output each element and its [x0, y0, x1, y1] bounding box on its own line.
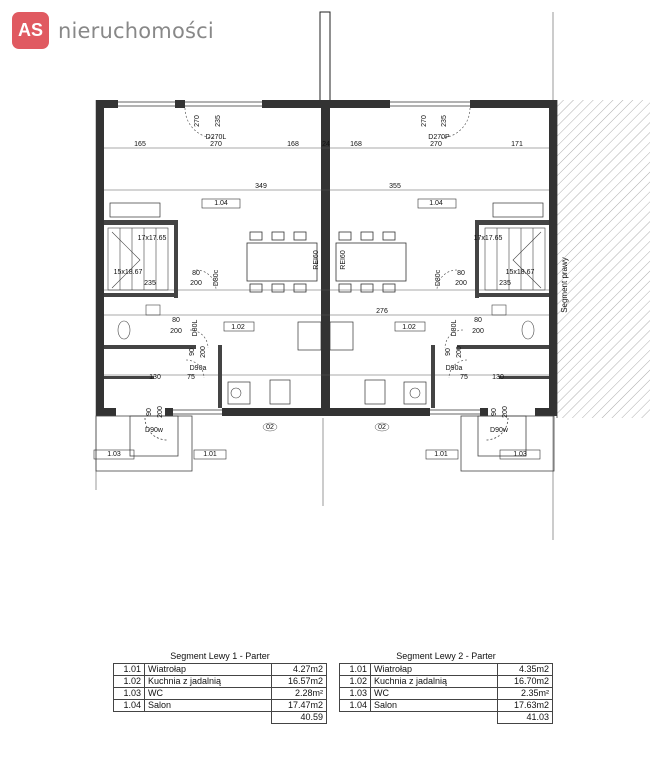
svg-text:80: 80 [457, 270, 465, 277]
stair-right-b: 15x18.67 [505, 269, 535, 276]
svg-text:90: 90 [491, 408, 498, 416]
svg-text:270: 270 [210, 141, 222, 148]
room-1-02-left: 1.02 [231, 324, 245, 331]
svg-text:130: 130 [492, 374, 504, 381]
door-entry-right: D90w [490, 427, 508, 434]
stair-left-b: 15x18.67 [113, 269, 143, 276]
svg-text:200: 200 [200, 346, 207, 358]
svg-text:130: 130 [149, 374, 161, 381]
svg-text:270: 270 [430, 141, 442, 148]
door-balcony-left: D270L [205, 134, 227, 141]
stair-left-a: 17x17.65 [137, 235, 167, 242]
door-balcony-right: D270P [428, 134, 450, 141]
stair-right-a: 17x17.65 [473, 235, 503, 242]
svg-text:200: 200 [170, 328, 182, 335]
neighbour-hatch [557, 100, 650, 418]
svg-text:75: 75 [187, 374, 195, 381]
chimney [320, 12, 330, 102]
dim-window-b: 235 [215, 115, 222, 127]
dim-window-d: 235 [441, 115, 448, 127]
wall-label-right: REI60 [340, 250, 347, 270]
door-bath-left: D90a [189, 365, 207, 372]
door-wc-right: D80L [451, 319, 458, 337]
table-row: 1.02 Kuchnia z jadalnią 16.70m2 [340, 676, 553, 688]
table-total-row [340, 712, 553, 724]
svg-text:171: 171 [511, 141, 523, 148]
area-table-left [113, 649, 327, 724]
svg-text:200: 200 [456, 346, 463, 358]
room-1-04-right: 1.04 [429, 200, 443, 207]
door-dl-left: D80c [213, 269, 220, 287]
svg-text:75: 75 [460, 374, 468, 381]
wall-label-left: REI60 [313, 250, 320, 270]
svg-text:200: 200 [455, 280, 467, 287]
svg-text:80: 80 [192, 270, 200, 277]
brand-name: nieruchomości [58, 18, 214, 43]
table-row: 1.01 Wiatrołap 4.27m2 [114, 664, 327, 676]
svg-text:200: 200 [190, 280, 202, 287]
dining-table-left [247, 243, 317, 281]
svg-text:168: 168 [350, 141, 362, 148]
segment-label: Segment prawy [560, 257, 569, 313]
svg-text:276: 276 [376, 308, 388, 315]
svg-text:235: 235 [499, 280, 511, 287]
dim-window-a: 270 [194, 115, 201, 127]
door-dl-right: D80c [435, 269, 442, 287]
dim-window-c: 270 [421, 115, 428, 127]
svg-text:200: 200 [502, 406, 509, 418]
svg-text:02: 02 [378, 424, 386, 431]
door-wc-left: D80L [192, 319, 199, 337]
room-1-02-right: 1.02 [402, 324, 416, 331]
svg-text:165: 165 [134, 141, 146, 148]
table-title: Segment Lewy 1 - Parter [170, 651, 270, 661]
svg-text:24: 24 [322, 141, 330, 148]
svg-text:90: 90 [445, 348, 452, 356]
svg-text:355: 355 [389, 183, 401, 190]
door-bath-right: D90a [445, 365, 463, 372]
table-total-row [114, 712, 327, 724]
svg-text:02: 02 [266, 424, 274, 431]
table-row: 1.02 Kuchnia z jadalnią 16.57m2 [114, 676, 327, 688]
logo-mark: AS [12, 12, 49, 49]
table-total: 41.03 [498, 712, 553, 724]
room-1-03-left: 1.03 [107, 451, 121, 458]
room-1-01-left: 1.01 [203, 451, 217, 458]
svg-text:168: 168 [287, 141, 299, 148]
table-row: 1.04 Salon 17.63m2 [340, 700, 553, 712]
svg-text:80: 80 [172, 317, 180, 324]
svg-text:90: 90 [189, 348, 196, 356]
door-entry-left: D90w [145, 427, 163, 434]
svg-text:80: 80 [474, 317, 482, 324]
svg-text:349: 349 [255, 183, 267, 190]
table-row: 1.03 WC 2.35m² [340, 688, 553, 700]
area-table-right [339, 649, 553, 724]
table-title: Segment Lewy 2 - Parter [396, 651, 496, 661]
svg-text:200: 200 [157, 406, 164, 418]
room-1-01-right: 1.01 [434, 451, 448, 458]
room-1-03-right: 1.03 [513, 451, 527, 458]
svg-text:90: 90 [146, 408, 153, 416]
room-1-04-left: 1.04 [214, 200, 228, 207]
table-row: 1.04 Salon 17.47m2 [114, 700, 327, 712]
svg-text:235: 235 [144, 280, 156, 287]
svg-text:200: 200 [472, 328, 484, 335]
table-row: 1.01 Wiatrołap 4.35m2 [340, 664, 553, 676]
table-total: 40.59 [272, 712, 327, 724]
table-row: 1.03 WC 2.28m² [114, 688, 327, 700]
